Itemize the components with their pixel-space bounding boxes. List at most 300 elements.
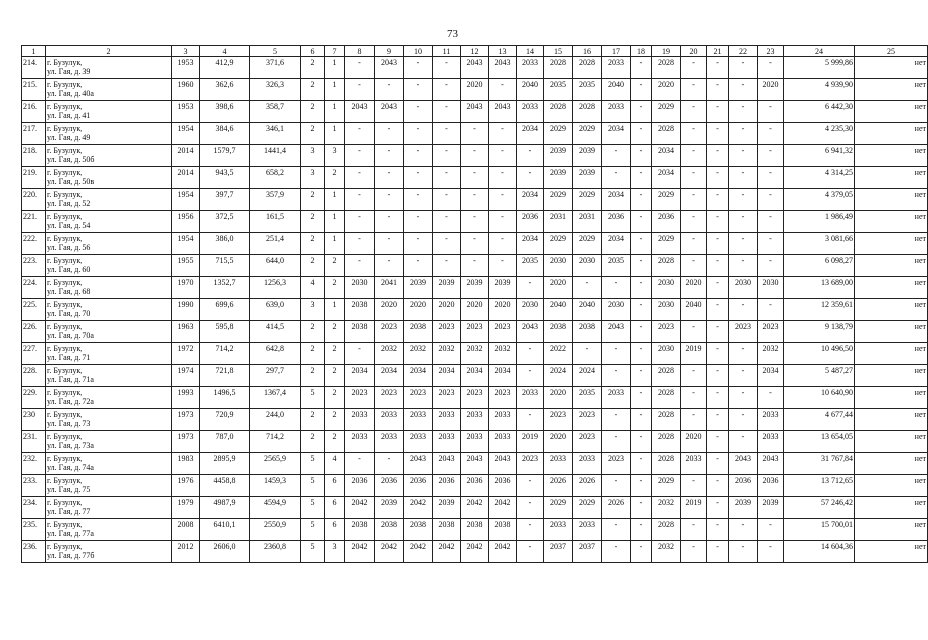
cell-col-14: 2033 [517,57,544,79]
cell-col-8: - [345,123,375,145]
cell-col-17: - [602,145,631,167]
cell-col-14: - [517,409,544,431]
cell-col-15: 2023 [544,409,573,431]
cell-col-15: 2020 [544,431,573,453]
cell-col-19: 2028 [652,255,681,277]
cell-col-20: - [681,321,707,343]
cell-col-12: - [461,145,489,167]
address-line: ул. Гая, д. 39 [47,67,91,76]
cell-col-14: - [517,343,544,365]
cell-col-14: - [517,475,544,497]
flag-cell: нет [855,431,928,453]
row-number: 229. [22,387,46,409]
cell-col-19: 2034 [652,145,681,167]
address-line: г. Бузулук, [47,278,83,287]
cell-col-16: 2023 [573,431,602,453]
cell-col-18: - [631,519,652,541]
cell-col-6: 3 [301,145,325,167]
cell-col-5: 639,0 [250,299,301,321]
cell-col-8: 2036 [345,475,375,497]
flag-cell: нет [855,387,928,409]
cell-col-8: - [345,145,375,167]
cell-col-21: - [707,343,729,365]
cell-col-6: 2 [301,321,325,343]
cell-col-19: 2028 [652,123,681,145]
cell-col-6: 5 [301,541,325,563]
cell-col-23: 2023 [758,321,784,343]
cell-col-15: 2033 [544,453,573,475]
cell-col-21: - [707,321,729,343]
column-header-9: 9 [375,46,404,57]
cell-col-10: 2033 [404,431,433,453]
cell-col-19: 2032 [652,497,681,519]
cell-col-17: - [602,475,631,497]
cell-col-17: - [602,409,631,431]
cell-col-7: 2 [325,387,345,409]
cell-col-12: - [461,189,489,211]
cell-col-17: 2023 [602,453,631,475]
address-line: г. Бузулук, [47,58,83,67]
address-cell [46,57,172,79]
address-line: г. Бузулук, [47,520,83,529]
cell-col-16: 2028 [573,101,602,123]
cell-col-22: - [729,541,758,563]
cell-col-6: 5 [301,519,325,541]
cell-col-4: 397,7 [200,189,250,211]
cell-col-17: 2030 [602,299,631,321]
cell-col-16: - [573,277,602,299]
address-cell [46,299,172,321]
cell-col-9: - [375,79,404,101]
cell-col-15: 2039 [544,145,573,167]
address-line: ул. Гая, д. 50в [47,177,95,186]
cell-col-6: 2 [301,255,325,277]
cell-col-3: 2012 [172,541,200,563]
cell-col-18: - [631,145,652,167]
flag-cell: нет [855,409,928,431]
cell-col-9: - [375,453,404,475]
cell-col-19: 2030 [652,343,681,365]
address-cell [46,475,172,497]
cell-col-17: - [602,519,631,541]
cell-col-11: - [433,255,461,277]
cell-col-21: - [707,365,729,387]
cell-col-18: - [631,167,652,189]
address-line: г. Бузулук, [47,234,83,243]
cell-col-4: 943,5 [200,167,250,189]
cell-col-17: - [602,541,631,563]
column-header-24: 24 [784,46,855,57]
cell-col-20: - [681,233,707,255]
cell-col-17: - [602,277,631,299]
cell-col-7: 1 [325,57,345,79]
cell-col-8: 2030 [345,277,375,299]
cell-col-17: 2036 [602,211,631,233]
address-line: г. Бузулук, [47,498,83,507]
table-row [22,475,928,497]
cell-col-4: 384,6 [200,123,250,145]
total-cost-cell: 6 941,32 [784,145,855,167]
cell-col-14: - [517,497,544,519]
cell-col-5: 161,5 [250,211,301,233]
cell-col-14: 2030 [517,299,544,321]
cell-col-7: 2 [325,277,345,299]
column-header-16: 16 [573,46,602,57]
cell-col-18: - [631,189,652,211]
cell-col-23: - [758,57,784,79]
cell-col-13: 2043 [489,57,517,79]
flag-cell: нет [855,79,928,101]
cell-col-18: - [631,497,652,519]
table-row [22,255,928,277]
cell-col-8: 2043 [345,101,375,123]
cell-col-20: 2033 [681,453,707,475]
cell-col-21: - [707,453,729,475]
cell-col-5: 1459,3 [250,475,301,497]
cell-col-8: - [345,189,375,211]
cell-col-11: - [433,167,461,189]
address-line: ул. Гая, д. 75 [47,485,91,494]
cell-col-5: 1367,4 [250,387,301,409]
row-number: 223. [22,255,46,277]
column-header-23: 23 [758,46,784,57]
cell-col-11: - [433,123,461,145]
address-line: ул. Гая, д. 56 [47,243,91,252]
cell-col-10: - [404,145,433,167]
cell-col-5: 658,2 [250,167,301,189]
cell-col-12: - [461,233,489,255]
flag-cell: нет [855,453,928,475]
address-line: ул. Гая, д. 77а [47,529,94,538]
cell-col-8: 2033 [345,409,375,431]
cell-col-5: 714,2 [250,431,301,453]
cell-col-17: - [602,365,631,387]
cell-col-19: 2028 [652,453,681,475]
cell-col-9: - [375,255,404,277]
cell-col-11: 2032 [433,343,461,365]
cell-col-5: 346,1 [250,123,301,145]
cell-col-8: 2042 [345,541,375,563]
address-cell [46,123,172,145]
address-cell [46,101,172,123]
cell-col-10: - [404,189,433,211]
cell-col-4: 4987,9 [200,497,250,519]
cell-col-8: 2042 [345,497,375,519]
cell-col-17: 2040 [602,79,631,101]
cell-col-16: 2039 [573,167,602,189]
cell-col-3: 2014 [172,167,200,189]
address-line: ул. Гая, д. 77б [47,551,95,560]
cell-col-11: 2033 [433,431,461,453]
cell-col-23: - [758,211,784,233]
cell-col-12: - [461,211,489,233]
flag-cell: нет [855,255,928,277]
cell-col-3: 1979 [172,497,200,519]
cell-col-15: 2029 [544,123,573,145]
cell-col-7: 1 [325,233,345,255]
cell-col-16: 2039 [573,145,602,167]
address-cell [46,145,172,167]
cell-col-16: 2026 [573,475,602,497]
cell-col-7: 1 [325,101,345,123]
cell-col-11: 2039 [433,277,461,299]
table-row [22,519,928,541]
total-cost-cell: 6 098,27 [784,255,855,277]
address-line: ул. Гая, д. 40а [47,89,94,98]
cell-col-7: 6 [325,497,345,519]
cell-col-21: - [707,519,729,541]
cell-col-18: - [631,453,652,475]
cell-col-22: - [729,167,758,189]
row-number: 217. [22,123,46,145]
cell-col-12: 2042 [461,497,489,519]
cell-col-12: - [461,167,489,189]
cell-col-17: 2033 [602,57,631,79]
cell-col-19: 2029 [652,189,681,211]
cell-col-20: - [681,167,707,189]
cell-col-19: 2028 [652,387,681,409]
cell-col-23: 2032 [758,343,784,365]
cell-col-21: - [707,299,729,321]
cell-col-9: 2034 [375,365,404,387]
cell-col-6: 2 [301,431,325,453]
flag-cell: нет [855,101,928,123]
cell-col-4: 398,6 [200,101,250,123]
cell-col-13: 2023 [489,387,517,409]
cell-col-12: 2043 [461,57,489,79]
cell-col-21: - [707,211,729,233]
cell-col-12: 2020 [461,299,489,321]
cell-col-11: 2039 [433,497,461,519]
row-number: 226. [22,321,46,343]
cell-col-13: - [489,255,517,277]
cell-col-19: 2029 [652,233,681,255]
table-row [22,277,928,299]
total-cost-cell: 4 677,44 [784,409,855,431]
row-number: 227. [22,343,46,365]
cell-col-6: 2 [301,365,325,387]
cell-col-8: - [345,453,375,475]
table-row [22,299,928,321]
address-cell [46,343,172,365]
cell-col-20: - [681,387,707,409]
row-number: 215. [22,79,46,101]
total-cost-cell: 6 442,30 [784,101,855,123]
cell-col-22: - [729,365,758,387]
table-row [22,57,928,79]
cell-col-20: - [681,145,707,167]
cell-col-18: - [631,123,652,145]
cell-col-16: 2029 [573,189,602,211]
cell-col-19: 2028 [652,519,681,541]
row-number: 214. [22,57,46,79]
cell-col-16: 2031 [573,211,602,233]
cell-col-19: 2030 [652,299,681,321]
cell-col-7: 2 [325,431,345,453]
cell-col-9: 2042 [375,541,404,563]
cell-col-14: - [517,167,544,189]
cell-col-17: 2034 [602,189,631,211]
cell-col-3: 1990 [172,299,200,321]
cell-col-6: 2 [301,123,325,145]
column-header-14: 14 [517,46,544,57]
column-header-1: 1 [22,46,46,57]
column-header-6: 6 [301,46,325,57]
cell-col-23: - [758,541,784,563]
address-line: г. Бузулук, [47,102,83,111]
cell-col-23: - [758,145,784,167]
cell-col-7: 2 [325,321,345,343]
cell-col-13: - [489,233,517,255]
cell-col-3: 1973 [172,431,200,453]
cell-col-6: 3 [301,167,325,189]
cell-col-12: 2032 [461,343,489,365]
cell-col-16: 2029 [573,123,602,145]
address-line: ул. Гая, д. 49 [47,133,91,142]
cell-col-15: 2031 [544,211,573,233]
cell-col-12: 2039 [461,277,489,299]
cell-col-11: 2033 [433,409,461,431]
cell-col-5: 1441,4 [250,145,301,167]
cell-col-6: 3 [301,299,325,321]
cell-col-13: 2020 [489,299,517,321]
cell-col-23: 2034 [758,365,784,387]
cell-col-22: - [729,189,758,211]
cell-col-20: - [681,519,707,541]
cell-col-17: - [602,167,631,189]
cell-col-23: 2033 [758,431,784,453]
cell-col-14: - [517,519,544,541]
cell-col-3: 2008 [172,519,200,541]
cell-col-9: - [375,233,404,255]
cell-col-16: 2029 [573,497,602,519]
cell-col-16: 2033 [573,519,602,541]
total-cost-cell: 15 700,01 [784,519,855,541]
cell-col-3: 1963 [172,321,200,343]
address-line: г. Бузулук, [47,410,83,419]
cell-col-7: 1 [325,189,345,211]
cell-col-21: - [707,255,729,277]
row-number: 225. [22,299,46,321]
column-header-2: 2 [46,46,172,57]
cell-col-4: 412,9 [200,57,250,79]
flag-cell: нет [855,123,928,145]
cell-col-22: - [729,431,758,453]
cell-col-10: - [404,233,433,255]
column-header-12: 12 [461,46,489,57]
flag-cell: нет [855,343,928,365]
cell-col-15: 2028 [544,101,573,123]
cell-col-7: 1 [325,79,345,101]
cell-col-19: 2023 [652,321,681,343]
table-row [22,167,928,189]
cell-col-12: 2023 [461,387,489,409]
cell-col-20: - [681,541,707,563]
cell-col-17: 2035 [602,255,631,277]
cell-col-19: 2028 [652,365,681,387]
cell-col-12: 2036 [461,475,489,497]
cell-col-19: 2029 [652,475,681,497]
cell-col-18: - [631,365,652,387]
cell-col-13: - [489,123,517,145]
cell-col-10: 2038 [404,519,433,541]
cell-col-18: - [631,343,652,365]
cell-col-4: 1496,5 [200,387,250,409]
cell-col-16: 2028 [573,57,602,79]
cell-col-21: - [707,123,729,145]
cell-col-19: 2034 [652,167,681,189]
row-number: 218. [22,145,46,167]
cell-col-22: - [729,255,758,277]
cell-col-10: - [404,123,433,145]
housing-register-table [21,45,928,563]
cell-col-16: 2035 [573,387,602,409]
cell-col-7: 2 [325,343,345,365]
cell-col-10: 2038 [404,321,433,343]
cell-col-23: - [758,101,784,123]
cell-col-8: 2034 [345,365,375,387]
cell-col-14: 2040 [517,79,544,101]
address-line: г. Бузулук, [47,300,83,309]
cell-col-12: - [461,123,489,145]
cell-col-17: - [602,343,631,365]
cell-col-19: 2028 [652,431,681,453]
cell-col-23: 2033 [758,409,784,431]
cell-col-13: 2038 [489,519,517,541]
address-line: ул. Гая, д. 71 [47,353,91,362]
cell-col-16: 2029 [573,233,602,255]
address-line: ул. Гая, д. 50б [47,155,95,164]
cell-col-22: 2030 [729,277,758,299]
cell-col-9: 2039 [375,497,404,519]
cell-col-11: - [433,79,461,101]
address-line: ул. Гая, д. 77 [47,507,91,516]
cell-col-3: 1954 [172,123,200,145]
cell-col-16: 2024 [573,365,602,387]
cell-col-16: 2035 [573,79,602,101]
cell-col-8: - [345,255,375,277]
row-number: 228. [22,365,46,387]
cell-col-3: 1973 [172,409,200,431]
table-row [22,409,928,431]
cell-col-18: - [631,541,652,563]
cell-col-11: 2036 [433,475,461,497]
cell-col-9: 2033 [375,431,404,453]
cell-col-22: 2039 [729,497,758,519]
cell-col-9: - [375,167,404,189]
cell-col-11: - [433,211,461,233]
cell-col-15: 2029 [544,497,573,519]
cell-col-10: 2032 [404,343,433,365]
cell-col-14: 2034 [517,233,544,255]
row-number: 230 [22,409,46,431]
cell-col-17: 2043 [602,321,631,343]
cell-col-10: 2036 [404,475,433,497]
total-cost-cell: 4 939,90 [784,79,855,101]
cell-col-21: - [707,189,729,211]
cell-col-5: 358,7 [250,101,301,123]
cell-col-15: 2029 [544,189,573,211]
cell-col-8: - [345,167,375,189]
cell-col-11: - [433,233,461,255]
address-cell [46,519,172,541]
cell-col-22: - [729,519,758,541]
cell-col-16: 2023 [573,409,602,431]
cell-col-22: - [729,79,758,101]
cell-col-18: - [631,475,652,497]
flag-cell: нет [855,189,928,211]
cell-col-5: 244,0 [250,409,301,431]
